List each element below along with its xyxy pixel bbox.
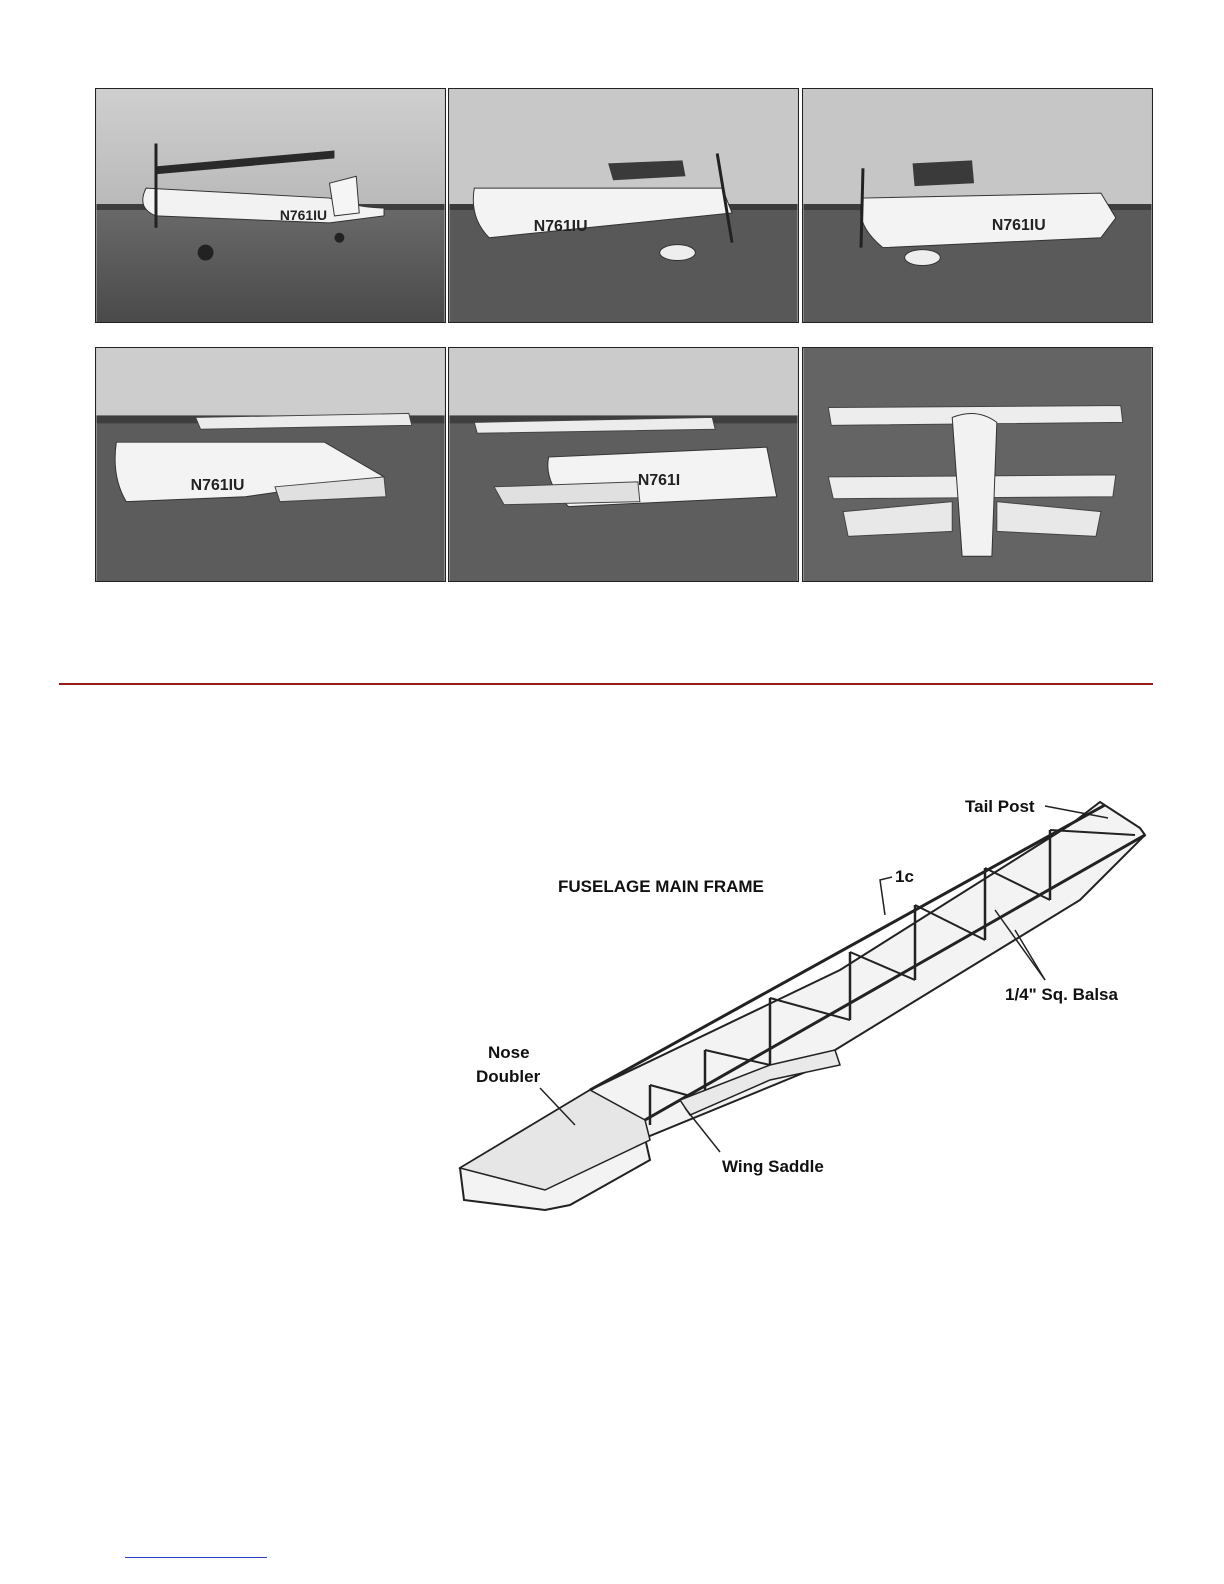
registration-text: N761IU — [190, 476, 245, 494]
registration-text: N761IU — [533, 217, 588, 235]
biplane-photo-image — [449, 89, 798, 322]
registration-text: N761I — [637, 471, 681, 489]
label-1c: 1c — [895, 867, 914, 886]
label-tail-post: Tail Post — [965, 797, 1035, 816]
photo-biplane-2 — [448, 88, 799, 323]
fuselage-main-frame-diagram — [440, 780, 1180, 1240]
label-nose-line1: Nose — [488, 1043, 530, 1062]
photo-biplane-1 — [95, 88, 446, 323]
diagram-title: FUSELAGE MAIN FRAME — [558, 877, 764, 896]
label-balsa: 1/4" Sq. Balsa — [1005, 985, 1118, 1004]
photo-biplane-6 — [802, 347, 1153, 582]
biplane-photo-image — [803, 89, 1152, 322]
biplane-photo-image — [96, 348, 445, 581]
photo-biplane-3 — [802, 88, 1153, 323]
label-nose-line2: Doubler — [476, 1067, 541, 1086]
label-wing-saddle: Wing Saddle — [722, 1157, 824, 1176]
section-divider — [59, 683, 1153, 685]
photo-biplane-5 — [448, 347, 799, 582]
registration-text: N761IU — [279, 206, 327, 223]
biplane-photo-image — [449, 348, 798, 581]
biplane-photo-image — [803, 348, 1152, 581]
registration-text: N761IU — [991, 216, 1046, 234]
photo-biplane-4 — [95, 347, 446, 582]
biplane-photo-image — [96, 89, 445, 322]
footer-link-underline[interactable] — [125, 1557, 267, 1558]
